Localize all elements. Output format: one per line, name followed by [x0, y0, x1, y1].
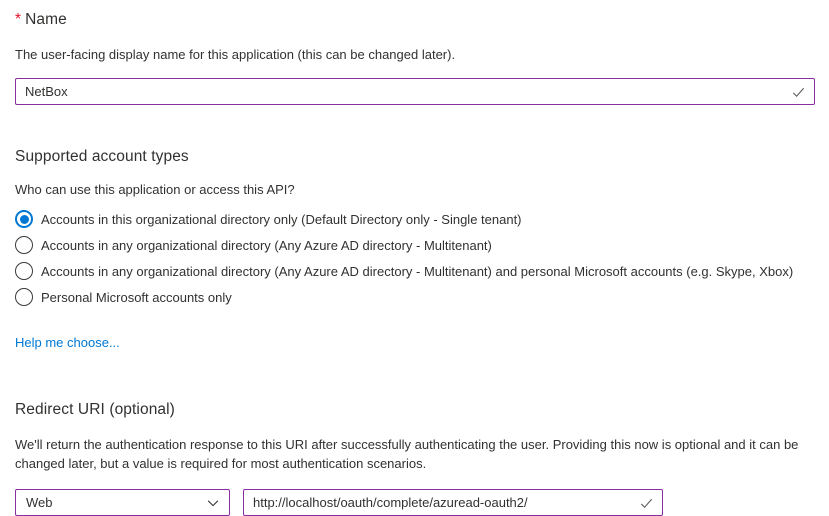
account-types-title: Supported account types: [15, 148, 189, 165]
account-types-question: Who can use this application or access this API?: [15, 182, 295, 197]
required-asterisk: *: [15, 11, 22, 28]
account-type-option[interactable]: [15, 258, 815, 284]
account-type-option[interactable]: [15, 206, 815, 232]
platform-dropdown-value: Web: [26, 495, 53, 510]
name-section-title: [15, 11, 815, 29]
account-types-radio-group: [15, 206, 815, 310]
name-input[interactable]: [15, 78, 815, 105]
redirect-uri-field-wrap: [243, 489, 663, 516]
radio-button-icon[interactable]: [15, 210, 33, 228]
redirect-uri-title: Redirect URI (optional): [15, 401, 175, 418]
account-type-option[interactable]: [15, 284, 815, 310]
redirect-uri-section: [15, 401, 815, 516]
redirect-uri-row: [15, 489, 815, 516]
name-section-title-text: Name: [25, 11, 67, 28]
account-type-option[interactable]: [15, 232, 815, 258]
account-types-section: [15, 148, 815, 352]
help-me-choose-link[interactable]: Help me choose...: [15, 335, 120, 350]
account-type-option-label: Personal Microsoft accounts only: [41, 289, 232, 305]
account-type-option-label: Accounts in this organizational directory only (Default Directory only - Single tenant): [41, 211, 522, 227]
radio-button-icon[interactable]: [15, 262, 33, 280]
name-field-wrap: [15, 78, 815, 105]
redirect-uri-description: We'll return the authentication response to this URI after successfully authenticating the user. Providing this now is optional and it can be changed later, but a value is required for most authentication scenarios.: [15, 437, 799, 471]
radio-button-icon[interactable]: [15, 236, 33, 254]
account-type-option-label: Accounts in any organizational directory (Any Azure AD directory - Multitenant) and personal Microsoft accounts (e.g. Skype, Xbox): [41, 263, 794, 279]
name-description: The user-facing display name for this application (this can be changed later).: [15, 47, 456, 62]
radio-button-icon[interactable]: [15, 288, 33, 306]
redirect-uri-input[interactable]: [243, 489, 663, 516]
chevron-down-icon: [206, 496, 220, 510]
account-type-option-label: Accounts in any organizational directory (Any Azure AD directory - Multitenant): [41, 237, 492, 253]
platform-dropdown[interactable]: [15, 489, 230, 516]
